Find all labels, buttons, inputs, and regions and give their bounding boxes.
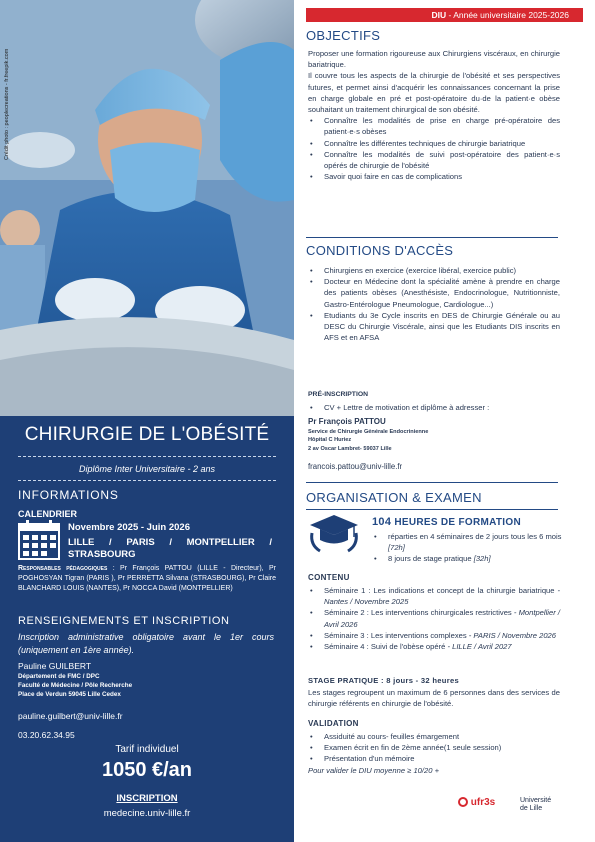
contact-address	[18, 672, 132, 699]
hours-line-text: 8 jours de stage pratique	[388, 554, 474, 563]
photo-credit	[4, 150, 14, 160]
divider	[18, 480, 276, 481]
objectifs-paragraph: Proposer une formation rigoureuse aux Chirurgiens viscéraux, en chirurgie bariatrique.	[308, 49, 560, 70]
divider	[306, 509, 558, 510]
left-column	[0, 0, 294, 842]
conditions-list	[308, 265, 560, 343]
hours-line-em: [72h]	[388, 543, 405, 552]
header-tag: DIU	[431, 10, 447, 20]
seminaire-item	[308, 585, 560, 607]
contact-line: Faculté de Médecine / Pôle Recherche	[18, 682, 133, 689]
contact-phone: 03.20.62.34.95	[18, 730, 75, 740]
address-line: 2 av Oscar Lambret- 59037 Lille	[308, 445, 392, 452]
hours-line-em: [32h]	[473, 554, 491, 563]
renseignements-heading: RENSEIGNEMENTS ET INSCRIPTION	[18, 615, 230, 627]
seminaire-item	[308, 641, 560, 652]
stage-heading: STAGE PRATIQUE : 8 jours - 32 heures	[308, 676, 460, 685]
seminaire-item	[308, 630, 560, 641]
ufr-circle-icon	[458, 797, 468, 807]
contact-name: Pauline GUILBERT	[18, 661, 92, 671]
seminaire-detail: - Montpellier / Avril 2026	[324, 608, 560, 629]
address-line: Service de Chirurgie Générale Endocrinienne	[308, 429, 429, 435]
list-item: • Connaître les modalités de prise en charge pré-opératoire des patient·e·s obèses	[308, 115, 560, 137]
page-title: CHIRURGIE DE L'OBÉSITÉ	[24, 424, 270, 445]
objectifs-list	[308, 115, 560, 182]
seminaire-item	[308, 607, 560, 629]
list-item: • Connaître les différentes techniques de chirurgie bariatrique	[308, 138, 560, 149]
graduation-cap-icon	[306, 513, 362, 553]
stage-text: Les stages regroupent un maximum de 6 personnes dans des services de chirurgie référents en chirurgie de l'obésité.	[308, 688, 560, 709]
calendar-icon	[18, 520, 60, 560]
preinscription-item: • CV + Lettre de motivation et diplôme à adresser :	[308, 403, 560, 412]
seminaire-detail: - PARIS / Novembre 2026	[466, 630, 557, 640]
univ-lille-logo	[520, 797, 551, 813]
divider	[18, 456, 276, 457]
contact-line: Département de FMC / DPC	[18, 673, 100, 680]
univ-logo-line: de Lille	[520, 805, 543, 812]
seminaire-title: Séminaire 2 : Les interventions chirurgicales restrictives	[324, 608, 512, 618]
divider	[306, 237, 558, 238]
informations-heading: INFORMATIONS	[18, 488, 119, 502]
calendar-city-strasbourg: STRASBOURG	[68, 549, 136, 560]
seminaire-detail: - LILLE / Avril 2027	[445, 642, 512, 652]
validation-heading: VALIDATION	[308, 719, 359, 728]
hours-line	[372, 531, 562, 553]
address-line: Hôpital C Huriez	[308, 437, 352, 444]
list-item: • Savoir quoi faire en cas de complications	[308, 171, 560, 182]
divider	[306, 482, 558, 483]
objectifs-heading: OBJECTIFS	[306, 28, 381, 43]
responsables-names: : Pr François PATTOU (LILLE - Directeur), Pr POGHOSYAN Tigran (PARIS ), Pr PERRETTA Silvana (STRASBOURG), Pr Claire BLANCHARD LOUIS (NANTES), Pr NOCCA David (MONTPELLIER)	[18, 565, 276, 592]
conditions-body	[308, 265, 560, 343]
preinscription-name: Pr François PATTOU	[308, 417, 386, 426]
conditions-heading: CONDITIONS D'ACCÈS	[306, 243, 454, 258]
list-item: • Etudiants du 3e Cycle inscrits en DES de Chirurgie Générale ou au DESC du Chirurgie Viscérale, ainsi que les Etudiants DIS inscrits en AFS et en AFSA	[308, 310, 560, 344]
ufr-logo-text: ufr3s	[470, 797, 496, 808]
diploma-subtitle: Diplôme Inter Universitaire - 2 ans	[78, 464, 216, 474]
surgeon-illustration	[0, 0, 294, 416]
logos	[458, 797, 572, 819]
contact-email-link[interactable]: pauline.guilbert@univ-lille.fr	[18, 711, 123, 721]
renseignements-text: Inscription administrative obligatoire avant le 1er cours (uniquement en 1ère année).	[18, 632, 274, 655]
validation-note: Pour valider le DIU moyenne ≥ 10/20 +	[308, 765, 440, 775]
seminaire-title: Séminaire 1 : Les indications et concept de la chirurgie bariatrique	[324, 586, 555, 595]
contenu-heading: CONTENU	[308, 573, 350, 582]
header-year: - Année universitaire 2025-2026	[446, 10, 569, 20]
seminaire-detail: - Nantes / Novembre 2025	[324, 586, 560, 607]
info-panel	[0, 416, 294, 842]
list-item: • Chirurgiens en exercice (exercice libéral, exercice public)	[308, 265, 560, 276]
responsables-label: Responsables pédagogiques	[18, 565, 108, 572]
calendar-cities: LILLE / PARIS / MONTPELLIER /	[68, 537, 272, 548]
tarif-label: Tarif individuel	[115, 744, 179, 755]
hours-heading	[372, 516, 521, 528]
tarif-price: 1050 €/an	[101, 759, 193, 781]
contenu-body	[308, 585, 560, 652]
objectifs-body	[308, 48, 560, 182]
validation-body	[308, 731, 560, 776]
list-item: • Docteur en Médecine dont la spécialité amène à prendre en charge des patients obèses (Anesthésiste, Endocrinologue, Nutritionniste, Gastro-Entérologue Pneumologue, Cardiologue...)	[308, 276, 560, 310]
inscription-link[interactable]: medecine.univ-lille.fr	[103, 808, 191, 819]
hours-label: HEURES DE FORMATION	[391, 517, 521, 528]
seminaire-title: Séminaire 4 : Suivi de l'obèse opéré	[324, 642, 446, 652]
seminaire-title: Séminaire 3 : Les interventions complexes	[324, 630, 467, 640]
right-column	[294, 0, 595, 842]
calendar-dates: Novembre 2025 - Juin 2026	[68, 522, 190, 533]
hours-line-text: réparties en 4 séminaires de 2 jours tous les 6 mois	[388, 532, 562, 541]
responsables-text	[18, 564, 276, 594]
list-item: • Connaître les modalités de suivi post-opératoire des patient·e·s opérés de chirurgie de l'obésité	[308, 149, 560, 171]
hours-number: 104	[372, 516, 392, 528]
seminaires-list	[308, 585, 560, 652]
inscription-label: INSCRIPTION	[116, 793, 178, 804]
header-bar	[306, 8, 583, 22]
hours-breakdown	[372, 531, 562, 564]
objectifs-paragraph: Il couvre tous les aspects de la chirurgie de l'obésité et ses perspectives futures, et permet ainsi d'acquérir les connaissances concernant la prise en charge globale en pré et post-opératoire du·de la patient·e obèse souhaitant un traitement chirurgical de son obésité.	[308, 71, 560, 115]
surgeon-photo	[0, 0, 294, 416]
univ-logo-line: Université	[520, 797, 552, 804]
preinscription-label: PRÉ-INSCRIPTION	[308, 391, 369, 398]
list-item: • Présentation d'un mémoire	[308, 753, 560, 764]
contact-line: Place de Verdun 59045 Lille Cedex	[18, 691, 121, 698]
preinscription-address	[308, 428, 428, 453]
ufr3s-logo	[458, 797, 495, 808]
list-item: • Assiduité au cours- feuilles émargement	[308, 731, 560, 742]
validation-list	[308, 731, 560, 765]
organisation-heading: ORGANISATION & EXAMEN	[306, 490, 482, 505]
calendar-label: CALENDRIER	[18, 509, 78, 519]
hours-line	[372, 553, 562, 564]
preinscription-email-link[interactable]: francois.pattou@univ-lille.fr	[308, 462, 403, 471]
list-item: • Examen écrit en fin de 2ème année(1 seule session)	[308, 742, 560, 753]
